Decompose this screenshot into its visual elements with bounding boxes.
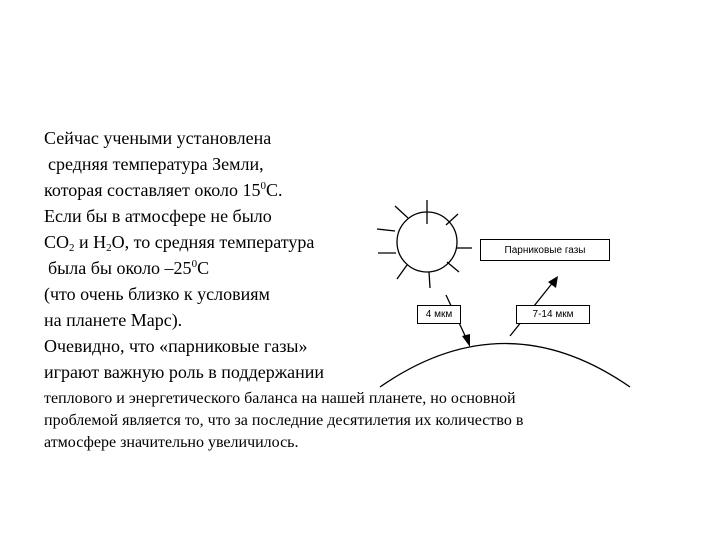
- greenhouse-gases-label: Парниковые газы: [480, 239, 610, 261]
- text-line: [44, 229, 314, 255]
- sun-ray: [429, 272, 430, 288]
- text-line: проблемой является то, что за последние десятилетия их количество в: [44, 412, 524, 429]
- sun-ray: [395, 206, 408, 218]
- text-line: (что очень близко к условиям: [44, 284, 270, 304]
- text-line: атмосфере значительно увеличилось.: [44, 434, 299, 451]
- text-line: Если бы в атмосфере не было: [44, 206, 272, 226]
- text-fragment: СО: [44, 232, 70, 252]
- text-fragment: С.: [265, 180, 283, 200]
- superscript: 0: [260, 180, 266, 192]
- sun-ray: [377, 229, 395, 231]
- text-line: [48, 255, 209, 281]
- text-line: [44, 177, 282, 203]
- text-line: на планете Марс).: [44, 310, 183, 330]
- text-line: играют важную роль в поддержании: [44, 362, 325, 382]
- text-fragment: С: [197, 258, 210, 278]
- subscript: 2: [106, 242, 112, 254]
- sun-ray: [447, 262, 459, 272]
- text-line: средняя температура Земли,: [48, 154, 264, 174]
- sun-rays: [377, 200, 472, 288]
- text-fragment: О, то средняя температура: [111, 232, 315, 252]
- text-line: Сейчас учеными установлена: [44, 128, 272, 148]
- incoming-wavelength-label: 4 мкм: [417, 305, 461, 324]
- text-line: Очевидно, что «парниковые газы»: [44, 336, 308, 356]
- outgoing-wavelength-label: 7-14 мкм: [516, 305, 590, 324]
- subscript: 2: [69, 242, 75, 254]
- sun-ray: [397, 265, 407, 279]
- earth-surface-arc: [380, 344, 630, 388]
- text-fragment: была бы около –25: [48, 258, 192, 278]
- superscript: 0: [191, 258, 198, 270]
- text-line: теплового и энергетического баланса на нашей планете, но основной: [44, 390, 516, 407]
- text-fragment: и Н: [74, 232, 107, 252]
- text-fragment: которая составляет около 15: [44, 180, 261, 200]
